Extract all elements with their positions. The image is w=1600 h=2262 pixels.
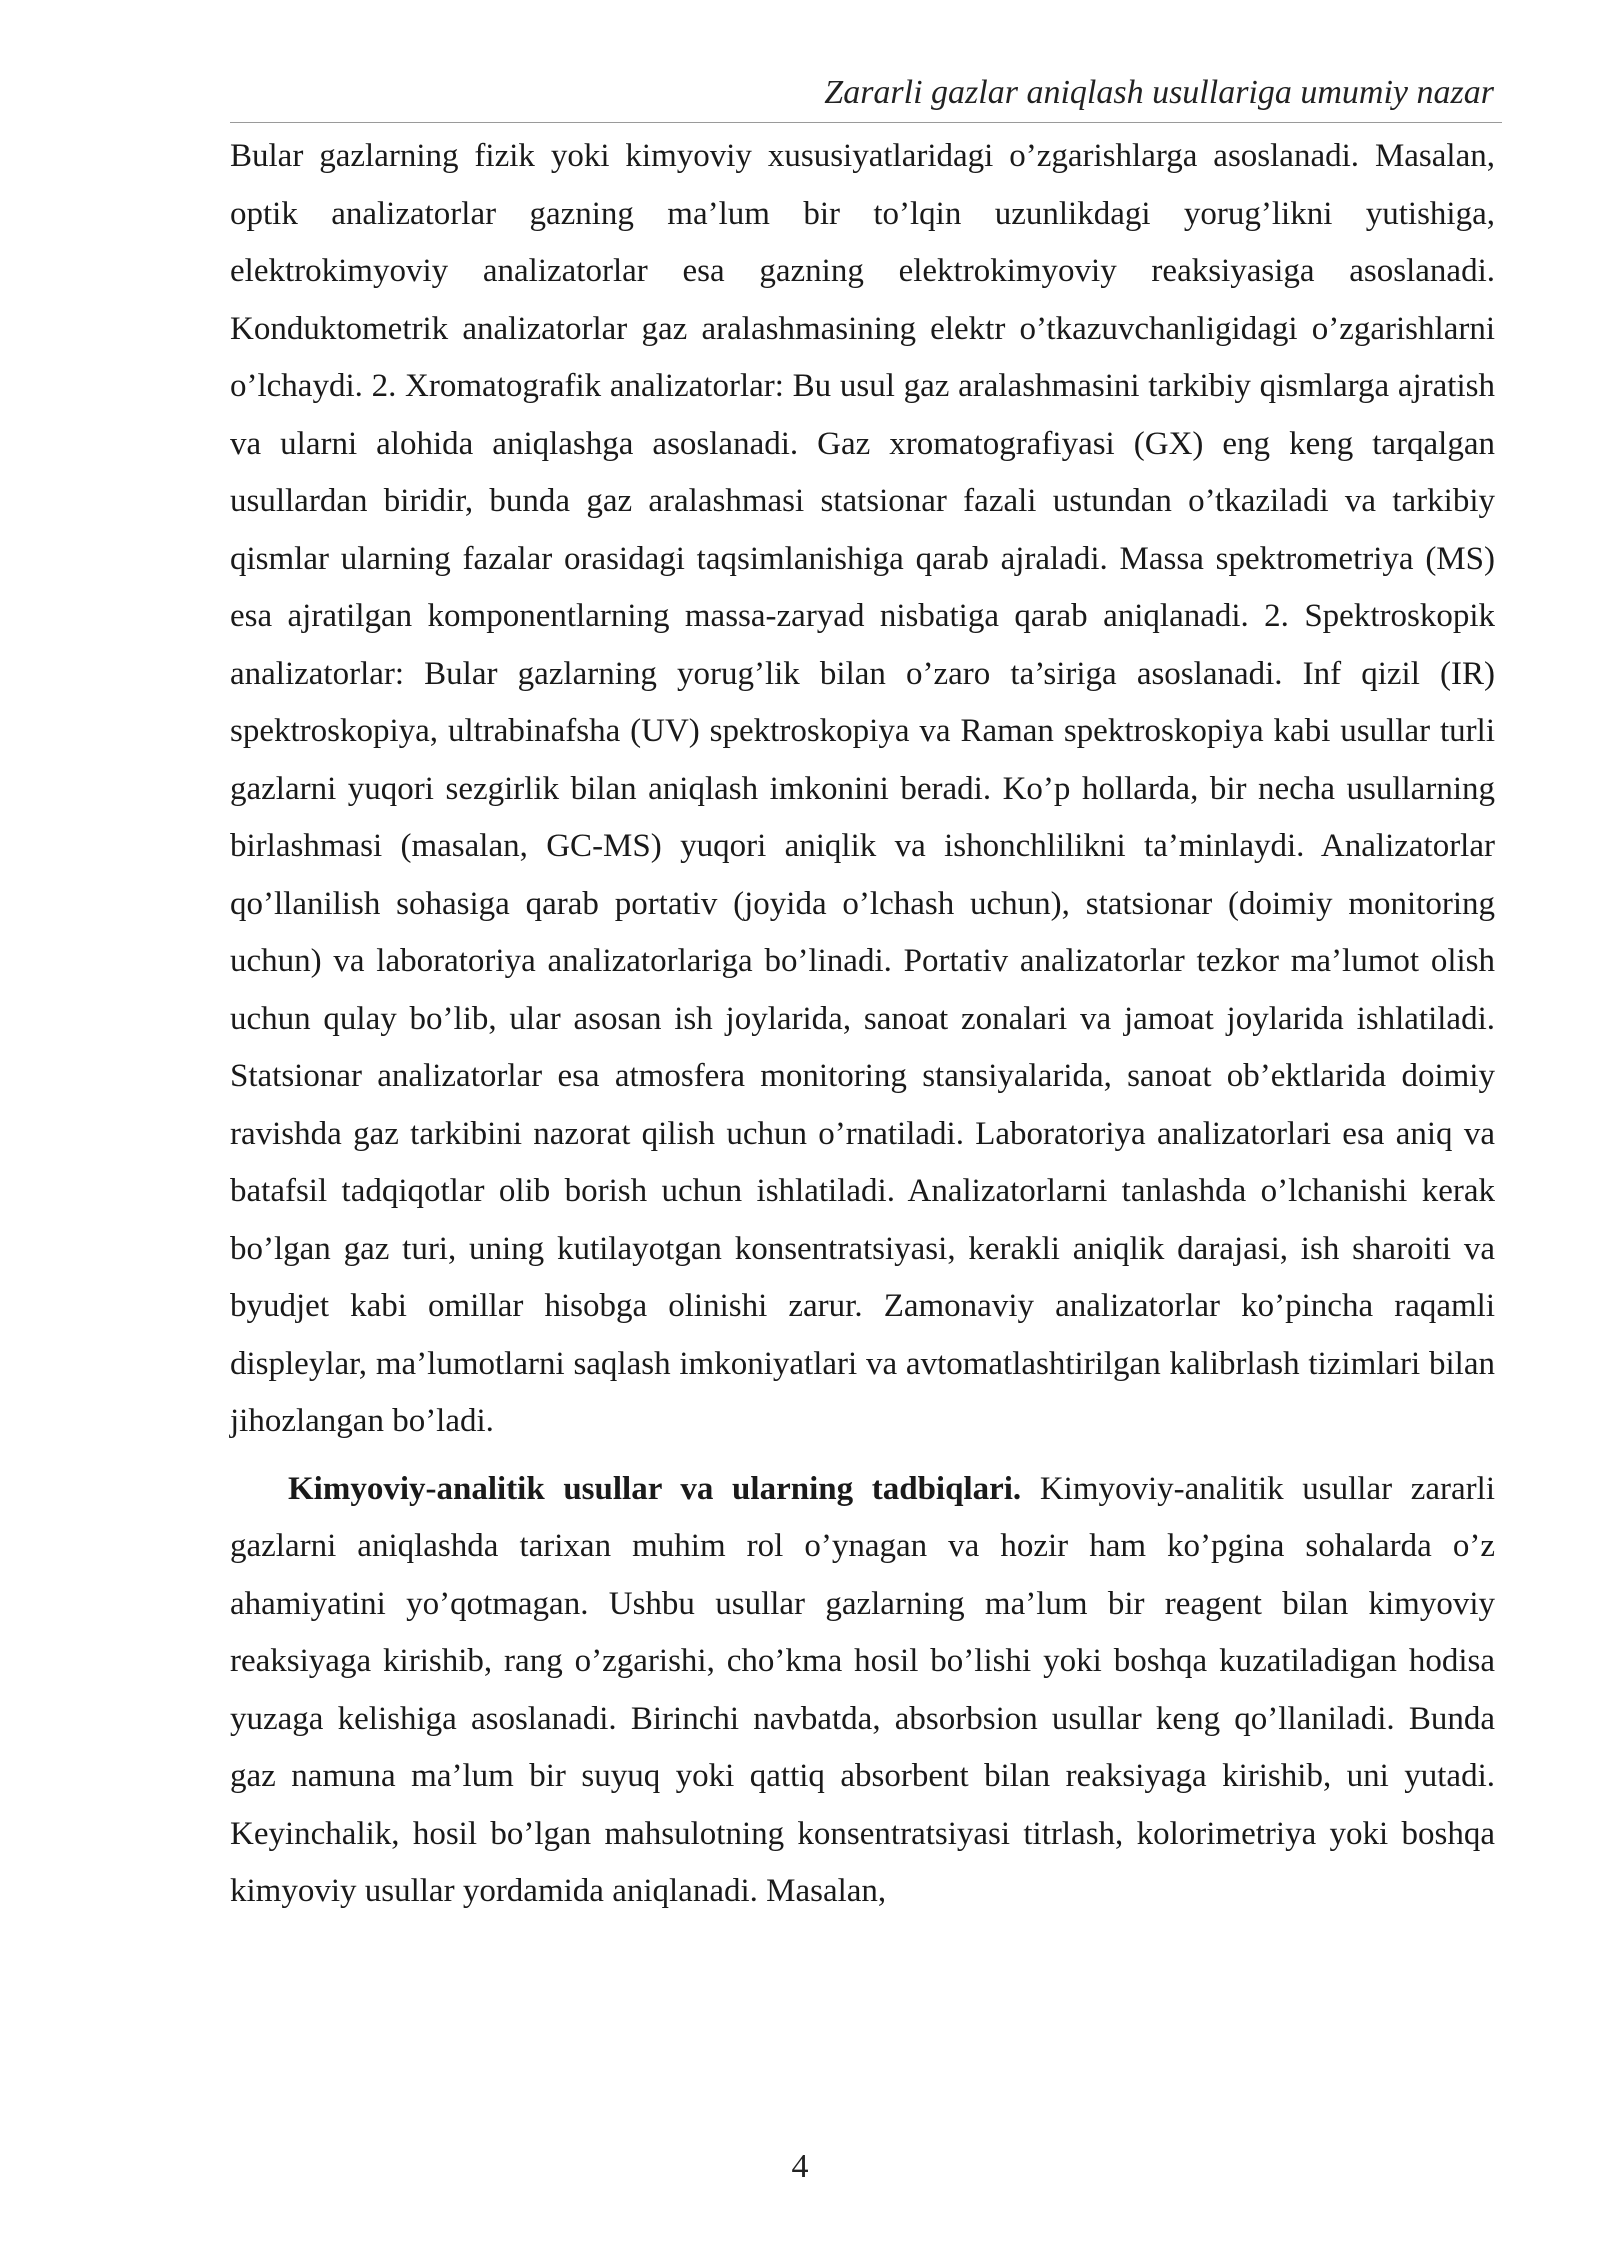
paragraph-chemical-methods [230,1461,1495,1921]
running-header [230,70,1502,123]
body-text [230,128,1495,1921]
header-title: Zararli gazlar aniqlash usullariga umumiy nazar [824,74,1494,111]
page-number: 4 [791,2148,809,2185]
section-heading-inline: Kimyoviy-analitik usullar va ularning tadbiqlari. [288,1470,1022,1507]
paragraph-chemical-methods-text: Kimyoviy-analitik usullar zararli gazlarni aniqlashda tarixan muhim rol o’ynagan va hozir ham ko’pgina sohalarda o’z ahamiyatini yo’qotmagan. Ushbu usullar gazlarning ma’lum bir reagent bilan kimyoviy reaksiyaga kirishib, rang o’zgarishi, cho’kma hosil bo’lishi yoki boshqa kuzatiladigan hodisa yuzaga kelishiga asoslanadi. Birinchi navbatda, absorbsion usullar keng qo’llaniladi. Bunda gaz namuna ma’lum bir suyuq yoki qattiq absorbent bilan reaksiyaga kirishib, uni yutadi. Keyinchalik, hosil bo’lgan mahsulotning konsentratsiyasi titrlash, kolorimetriya yoki boshqa kimyoviy usullar yordamida aniqlanadi. Masalan, [230,1470,1495,1909]
paragraph-analyzers: Bular gazlarning fizik yoki kimyoviy xususiyatlaridagi o’zgarishlarga asoslanadi. Masalan, optik analizatorlar gazning ma’lum bir to’lqin uzunlikdagi yorug’likni yutishiga, elektrokimyoviy analizatorlar esa gazning elektrokimyoviy reaksiyasiga asoslanadi. Konduktometrik analizatorlar gaz aralashmasining elektr o’tkazuvchanligidagi o’zgarishlarni o’lchaydi. 2. Xromatografik analizatorlar: Bu usul gaz aralashmasini tarkibiy qismlarga ajratish va ularni alohida aniqlashga asoslanadi. Gaz xromatografiyasi (GX) eng keng tarqalgan usullardan biridir, bunda gaz aralashmasi statsionar fazali ustundan o’tkaziladi va tarkibiy qismlar ularning fazalar orasidagi taqsimlanishiga qarab ajraladi. Massa spektrometriya (MS) esa ajratilgan komponentlarning massa-zaryad nisbatiga qarab aniqlanadi. 2. Spektroskopik analizatorlar: Bular gazlarning yorug’lik bilan o’zaro ta’siriga asoslanadi. Inf qizil (IR) spektroskopiya, ultrabinafsha (UV) spektroskopiya va Raman spektroskopiya kabi usullar turli gazlarni yuqori sezgirlik bilan aniqlash imkonini beradi. Ko’p hollarda, bir necha usullarning birlashmasi (masalan, GC-MS) yuqori aniqlik va ishonchlilikni ta’minlaydi. Analizatorlar qo’llanilish sohasiga qarab portativ (joyida o’lchash uchun), statsionar (doimiy monitoring uchun) va laboratoriya analizatorlariga bo’linadi. Portativ analizatorlar tezkor ma’lumot olish uchun qulay bo’lib, ular asosan ish joylarida, sanoat zonalari va jamoat joylarida ishlatiladi. Statsionar analizatorlar esa atmosfera monitoring stansiyalarida, sanoat ob’ektlarida doimiy ravishda gaz tarkibini nazorat qilish uchun o’rnatiladi. Laboratoriya analizatorlari esa aniq va batafsil tadqiqotlar olib borish uchun ishlatiladi. Analizatorlarni tanlashda o’lchanishi kerak bo’lgan gaz turi, uning kutilayotgan konsentratsiyasi, kerakli aniqlik darajasi, ish sharoiti va byudjet kabi omillar hisobga olinishi zarur. Zamonaviy analizatorlar ko’pincha raqamli displeylar, ma’lumotlarni saqlash imkoniyatlari va avtomatlashtirilgan kalibrlash tizimlari bilan jihozlangan bo’ladi. [230,138,1495,1439]
